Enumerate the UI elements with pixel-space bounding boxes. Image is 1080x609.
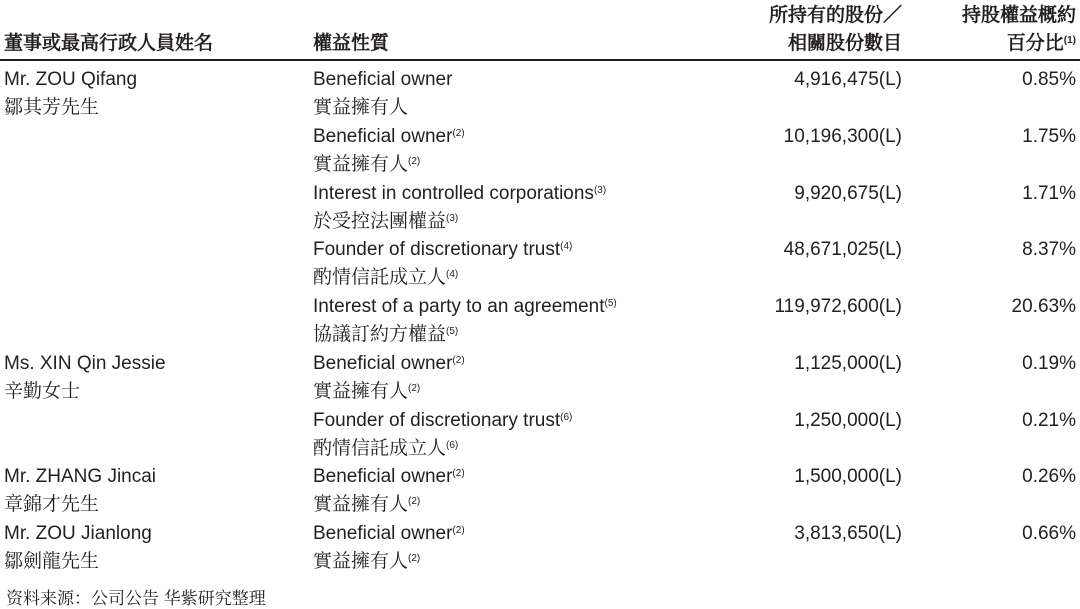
footnote-ref: (2) [452,468,465,479]
director-name [4,350,166,406]
source-note: 资料来源：公司公告 华紫研究整理 [6,589,266,608]
header-name: 董事或最高行政人員姓名 [4,33,214,54]
header-pct-note: (1) [1063,35,1076,46]
shares-held: 1,250,000(L) [794,410,902,431]
name-en: Mr. ZHANG Jincai [4,466,157,487]
shares-held: 1,500,000(L) [794,466,902,487]
shares-held: 1,125,000(L) [794,353,902,374]
footnote-ref: (4) [446,269,459,280]
nature-en: Beneficial owner [313,126,453,147]
interest-nature [313,520,465,576]
name-en: Ms. XIN Qin Jessie [4,353,166,374]
footnote-ref: (2) [408,383,421,394]
director-name [4,520,152,576]
shareholding-percent: 8.37% [1022,239,1076,260]
interest-nature [313,293,617,349]
footnote-ref: (3) [446,213,459,224]
table-row [0,463,1080,520]
interest-nature [313,180,606,236]
shares-held: 3,813,650(L) [794,523,902,544]
name-en: Mr. ZOU Jianlong [4,523,152,544]
interest-nature [313,66,452,122]
interest-nature [313,407,572,463]
director-name [4,463,156,519]
footnote-ref: (4) [560,241,573,252]
nature-zh: 實益擁有人 [313,494,409,515]
nature-zh: 酌情信託成立人 [313,438,447,459]
shareholding-percent: 1.75% [1022,126,1076,147]
nature-zh: 酌情信託成立人 [313,267,447,288]
shares-held: 119,972,600(L) [774,296,902,317]
table-row [0,180,1080,237]
footnote-ref: (2) [452,355,465,366]
nature-zh: 實益擁有人 [313,381,409,402]
footnote-ref: (2) [408,156,421,167]
shares-held: 9,920,675(L) [794,183,902,204]
table-row [0,236,1080,293]
nature-en: Founder of discretionary trust [313,410,561,431]
header-pct-line1: 持股權益概約 [961,5,1076,26]
table-row [0,407,1080,464]
footnote-ref: (2) [408,496,421,507]
shares-held: 48,671,025(L) [783,239,902,260]
shareholding-percent: 0.85% [1022,69,1076,90]
nature-en: Beneficial owner [313,69,453,90]
name-zh: 鄒劍龍先生 [4,551,100,572]
nature-en: Beneficial owner [313,353,453,374]
name-en: Mr. ZOU Qifang [4,69,138,90]
footnote-ref: (6) [446,440,459,451]
nature-zh: 協議訂約方權益 [313,324,447,345]
footnote-ref: (5) [446,326,459,337]
nature-zh: 於受控法團權益 [313,211,447,232]
name-zh: 辛勤女士 [4,381,81,402]
footnote-ref: (2) [452,128,465,139]
nature-zh: 實益擁有人 [313,154,409,175]
interest-nature [313,463,465,519]
shareholding-percent: 0.66% [1022,523,1076,544]
interest-nature [313,236,572,292]
table-row [0,293,1080,350]
nature-zh: 實益擁有人 [313,97,409,118]
shares-held: 10,196,300(L) [783,126,902,147]
header-shares [769,2,902,58]
shareholding-percent: 20.63% [1011,296,1076,317]
nature-zh: 實益擁有人 [313,551,409,572]
interest-nature [313,350,465,406]
table-row [0,350,1080,407]
footnote-ref: (2) [452,525,465,536]
table-row [0,66,1080,123]
nature-en: Interest of a party to an agreement [313,296,605,317]
nature-en: Founder of discretionary trust [313,239,561,260]
shareholding-percent: 0.26% [1022,466,1076,487]
header-pct [962,2,1076,58]
shares-held: 4,916,475(L) [794,69,902,90]
interest-nature [313,123,465,179]
header-shares-line2: 相關股份數目 [787,33,902,54]
footnote-ref: (3) [593,185,607,196]
footnote-ref: (5) [604,298,617,309]
name-zh: 鄒其芳先生 [4,97,100,118]
table-row [0,520,1080,577]
nature-en: Interest in controlled corporations [313,183,594,204]
shareholding-percent: 0.19% [1022,353,1076,374]
header-pct-line2: 百分比 [1006,33,1064,54]
name-zh: 章錦才先生 [4,494,100,515]
header-nature: 權益性質 [313,33,390,54]
nature-en: Beneficial owner [313,466,453,487]
shareholding-percent: 0.21% [1022,410,1076,431]
nature-en: Beneficial owner [313,523,453,544]
director-name [4,66,137,122]
table-row [0,123,1080,180]
shareholding-percent: 1.71% [1022,183,1076,204]
footnote-ref: (2) [408,553,421,564]
footnote-ref: (6) [560,412,573,423]
header-shares-line1: 所持有的股份／ [768,5,902,26]
header-rule [0,59,1080,61]
